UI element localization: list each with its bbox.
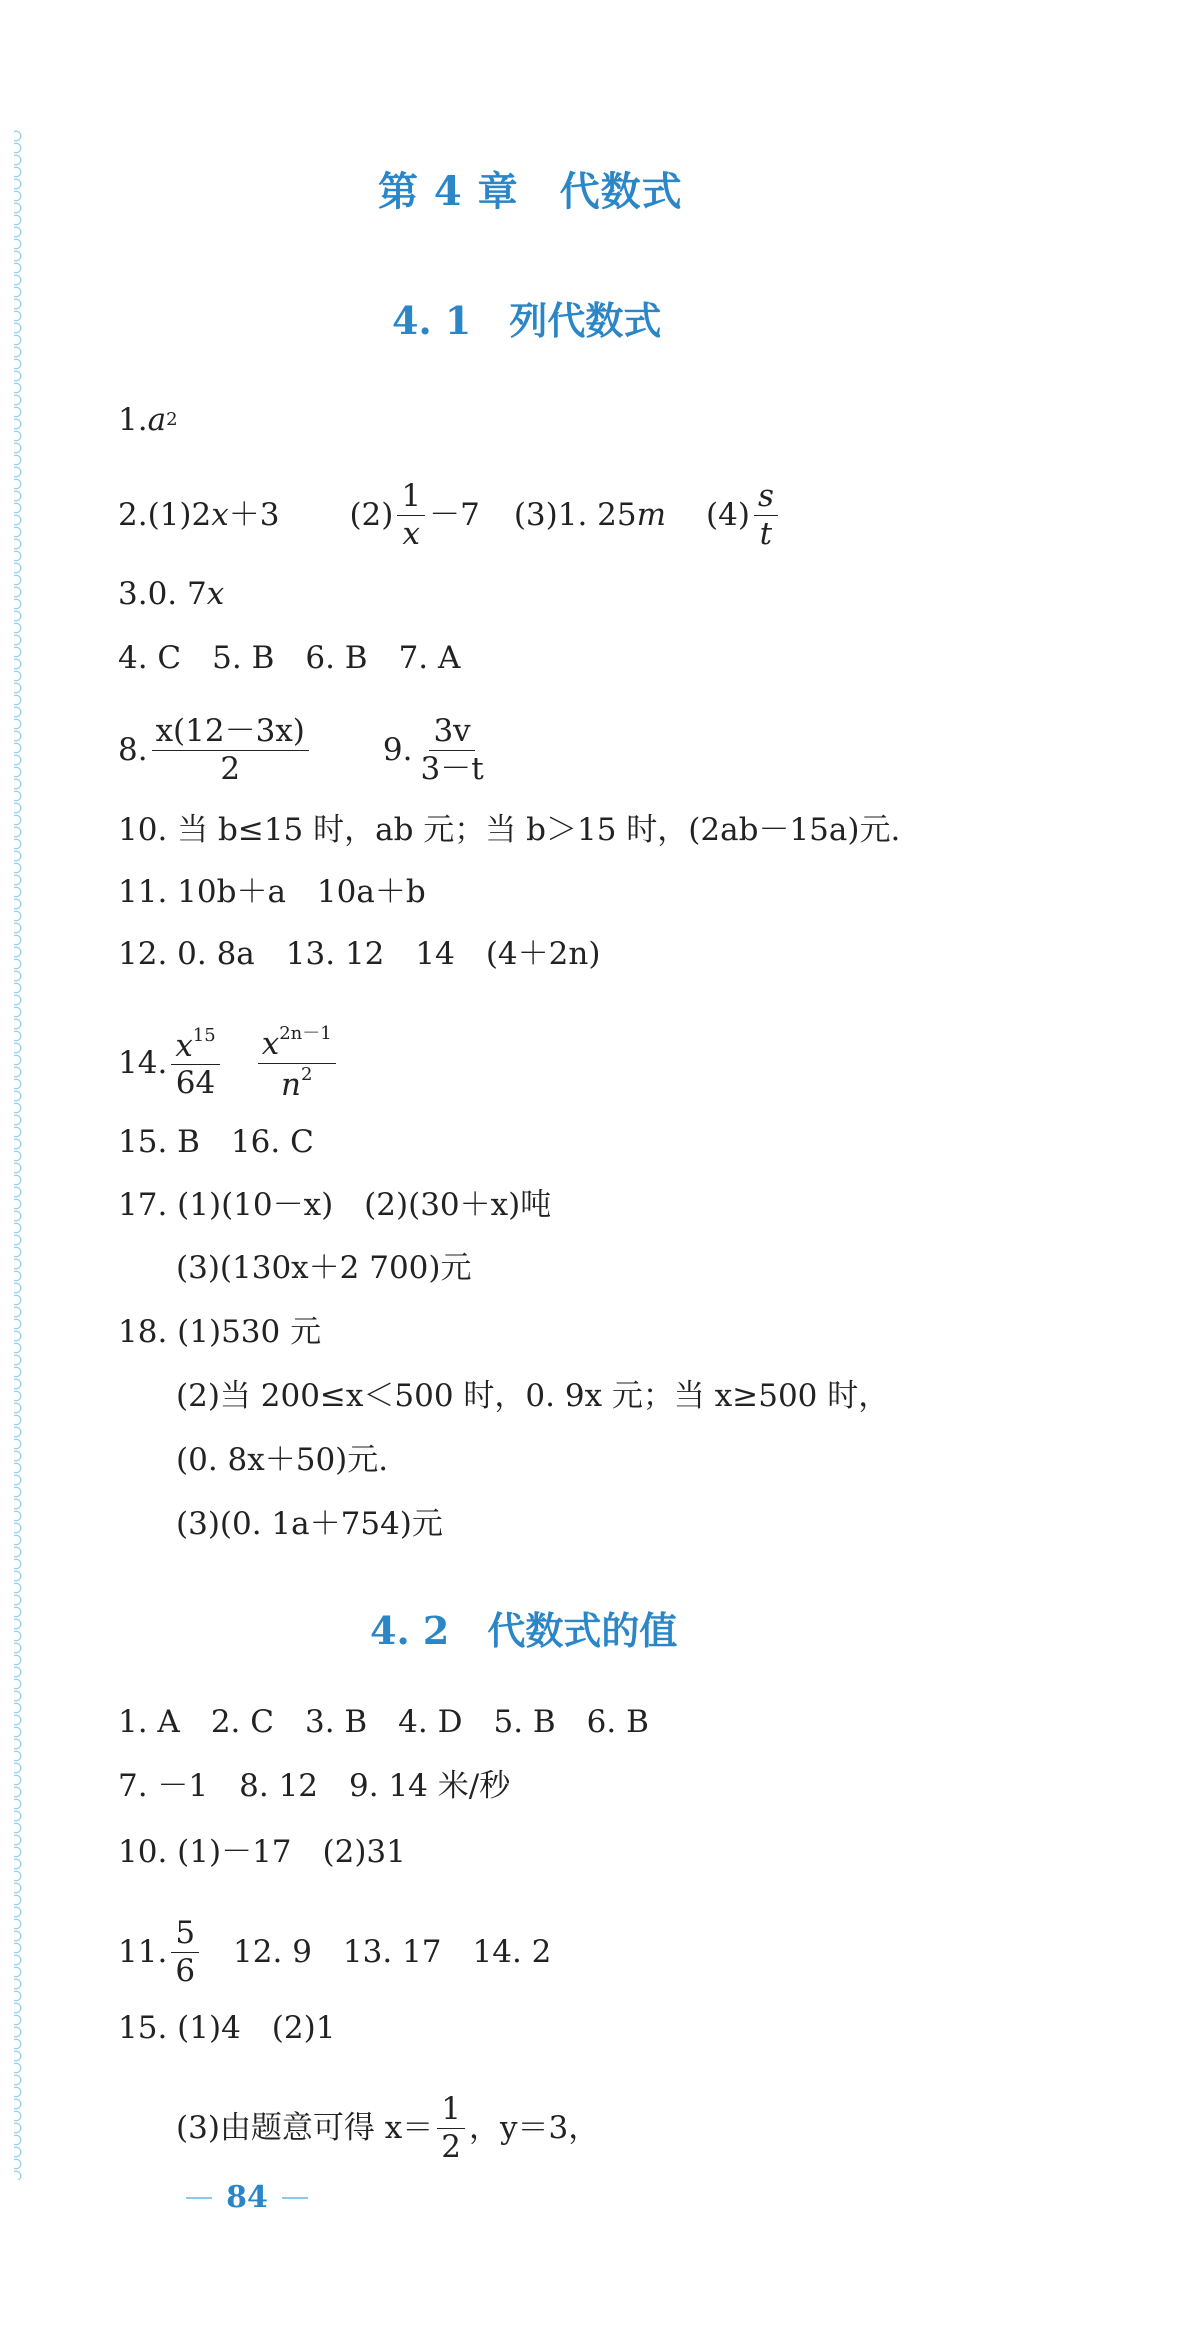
answer-18-part-2-cont: (0. 8x＋50)元.: [176, 1442, 389, 1478]
answers-8-9: 8. $\frac{x(12-3x)}{2}$ 9. $\frac{3v}{3-t}$: [118, 715, 492, 785]
chapter-title: 第 4 章 代数式: [378, 168, 683, 215]
answers-12-14: 12. 0. 8a 13. 12 14 (4＋2n): [118, 936, 601, 972]
answer-18-part-1: 18. (1)530 元: [118, 1314, 322, 1350]
section-title-4-1: 4. 1 列代数式: [392, 298, 662, 343]
answers-4-7: 4. C 5. B 6. B 7. A: [118, 640, 461, 676]
answers-1-6: 1. A 2. C 3. B 4. D 5. B 6. B: [118, 1704, 649, 1740]
fraction-answer-8: $\frac{x(12-3x)}{2}$: [152, 715, 309, 785]
answer-1: 1. a 2: [118, 402, 178, 438]
answer-10-b: 10. (1)－17 (2)31: [118, 1834, 406, 1870]
fraction-5-over-6: $\frac{5}{6}$: [171, 1917, 199, 1987]
fraction-1-over-2: $\frac{1}{2}$: [437, 2093, 465, 2163]
answer-15-b: 15. (1)4 (2)1: [118, 2010, 336, 2046]
fraction-x15-over-64: $\frac{x^{15}}{64}$: [171, 1027, 219, 1100]
answer-17-part-1-2: 17. (1)(10－x) (2)(30＋x)吨: [118, 1187, 552, 1223]
fraction-x2n-over-n2: $\frac{x^{2n-1}}{n^2}$: [258, 1025, 336, 1101]
fraction-answer-9: $\frac{3v}{3-t}$: [420, 713, 484, 787]
fraction-1-over-x: $\frac{1}{x}$: [397, 480, 425, 550]
answer-11: 11. 10b＋a 10a＋b: [118, 874, 426, 910]
answer-15-part-3: (3)由题意可得 x＝ $\frac{1}{2}$ ，y＝3，: [176, 2091, 600, 2165]
answer-18-part-3: (3)(0. 1a＋754)元: [176, 1506, 443, 1542]
answers-11-14-b: 11. $\frac{5}{6}$ 12. 9 13. 17 14. 2: [118, 1915, 552, 1989]
answer-2: 2. (1)2 x ＋3 (2) $\frac{1}{x}$ －7 (3)1. 25 m (4) $\frac{s}{t}$: [118, 480, 782, 550]
binding-edge-decoration: [14, 130, 28, 2180]
answer-18-part-2: (2)当 200≤x＜500 时，0. 9x 元；当 x≥500 时，: [176, 1378, 890, 1414]
answer-14: 14. $\frac{x^{15}}{64}$ $\frac{x^{2n-1}}{n^2}$: [118, 1025, 340, 1101]
answer-10: 10. 当 b≤15 时，ab 元；当 b＞15 时，(2ab－15a)元.: [118, 812, 901, 848]
page-number: 84: [172, 2180, 322, 2215]
answer-17-part-3: (3)(130x＋2 700)元: [176, 1250, 472, 1286]
fraction-s-over-t: $\frac{s}{t}$: [754, 480, 778, 550]
answer-3: 3. 0. 7 x: [118, 576, 225, 612]
section-title-4-2: 4. 2 代数式的值: [370, 1608, 678, 1653]
answers-7-9: 7. －1 8. 12 9. 14 米/秒: [118, 1768, 511, 1804]
answers-15-16: 15. B 16. C: [118, 1124, 314, 1160]
